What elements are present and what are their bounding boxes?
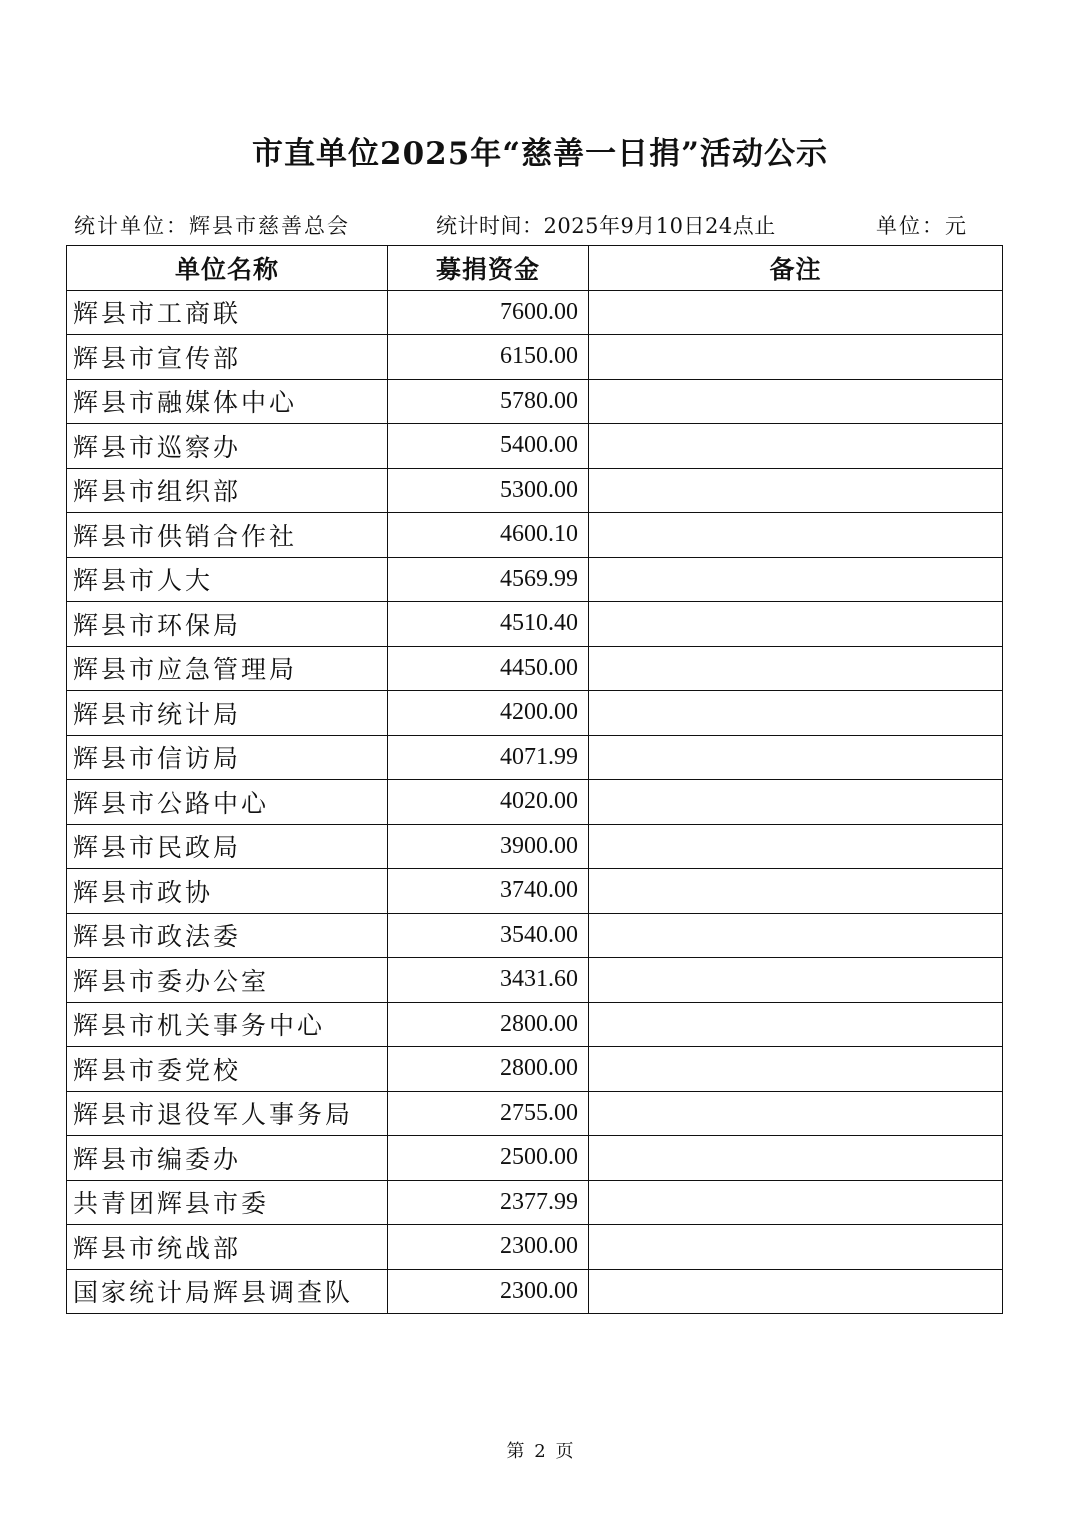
unit-name-cell: 辉县市环保局 [67, 602, 388, 647]
table-row [67, 646, 1003, 691]
currency-unit-label: 单位：元 [876, 214, 968, 238]
note-cell [589, 824, 1003, 869]
unit-name-cell: 辉县市统战部 [67, 1225, 388, 1270]
note-cell [589, 869, 1003, 914]
amount-cell: 3740.00 [388, 869, 589, 914]
unit-name-cell: 辉县市应急管理局 [67, 646, 388, 691]
amount-cell: 2300.00 [388, 1225, 589, 1270]
table-row [67, 824, 1003, 869]
note-cell [589, 1047, 1003, 1092]
page-number: 第 2 页 [506, 1441, 574, 1462]
unit-name-cell: 辉县市民政局 [67, 824, 388, 869]
table-row [67, 735, 1003, 780]
amount-cell: 7600.00 [388, 290, 589, 335]
note-cell [589, 780, 1003, 825]
note-cell [589, 335, 1003, 380]
table-header-row [67, 246, 1003, 291]
note-cell [589, 602, 1003, 647]
table-row [67, 379, 1003, 424]
table-row [67, 1225, 1003, 1270]
table-row [67, 424, 1003, 469]
table-row [67, 869, 1003, 914]
table-row [67, 1136, 1003, 1181]
amount-cell: 3900.00 [388, 824, 589, 869]
note-cell [589, 913, 1003, 958]
donation-table [66, 245, 1003, 1314]
amount-cell: 2300.00 [388, 1269, 589, 1314]
column-header-amount: 募捐资金 [388, 246, 589, 291]
column-header-unit-name: 单位名称 [67, 246, 388, 291]
amount-cell: 4569.99 [388, 557, 589, 602]
unit-name-cell: 辉县市宣传部 [67, 335, 388, 380]
note-cell [589, 1091, 1003, 1136]
note-cell [589, 691, 1003, 736]
amount-cell: 5300.00 [388, 468, 589, 513]
document-title: 市直单位2025年“慈善一日捐”活动公示 [252, 136, 828, 172]
unit-name-cell: 辉县市融媒体中心 [67, 379, 388, 424]
unit-name-cell: 辉县市政法委 [67, 913, 388, 958]
table-row [67, 1091, 1003, 1136]
unit-name-cell: 共青团辉县市委 [67, 1180, 388, 1225]
unit-name-cell: 国家统计局辉县调查队 [67, 1269, 388, 1314]
note-cell [589, 1180, 1003, 1225]
unit-name-cell: 辉县市退役军人事务局 [67, 1091, 388, 1136]
table-body [67, 290, 1003, 1314]
note-cell [589, 735, 1003, 780]
table-row [67, 290, 1003, 335]
table-row [67, 335, 1003, 380]
unit-name-cell: 辉县市供销合作社 [67, 513, 388, 558]
amount-cell: 6150.00 [388, 335, 589, 380]
amount-cell: 3431.60 [388, 958, 589, 1003]
amount-cell: 4450.00 [388, 646, 589, 691]
unit-name-cell: 辉县市编委办 [67, 1136, 388, 1181]
note-cell [589, 379, 1003, 424]
statistics-unit-label: 统计单位：辉县市慈善总会 [74, 214, 350, 238]
note-cell [589, 424, 1003, 469]
table-row [67, 468, 1003, 513]
amount-cell: 4600.10 [388, 513, 589, 558]
table-row [67, 557, 1003, 602]
table-row [67, 958, 1003, 1003]
unit-name-cell: 辉县市机关事务中心 [67, 1002, 388, 1047]
statistics-time-label: 统计时间：2025年9月10日24点止 [436, 214, 776, 238]
unit-name-cell: 辉县市巡察办 [67, 424, 388, 469]
note-cell [589, 290, 1003, 335]
unit-name-cell: 辉县市委党校 [67, 1047, 388, 1092]
amount-cell: 4071.99 [388, 735, 589, 780]
table-row [67, 513, 1003, 558]
table-row [67, 780, 1003, 825]
note-cell [589, 958, 1003, 1003]
table-row [67, 913, 1003, 958]
amount-cell: 3540.00 [388, 913, 589, 958]
amount-cell: 2500.00 [388, 1136, 589, 1181]
unit-name-cell: 辉县市政协 [67, 869, 388, 914]
note-cell [589, 1136, 1003, 1181]
unit-name-cell: 辉县市公路中心 [67, 780, 388, 825]
column-header-note: 备注 [589, 246, 1003, 291]
amount-cell: 2755.00 [388, 1091, 589, 1136]
table-row [67, 691, 1003, 736]
amount-cell: 4200.00 [388, 691, 589, 736]
table-row [67, 1047, 1003, 1092]
unit-name-cell: 辉县市人大 [67, 557, 388, 602]
amount-cell: 5780.00 [388, 379, 589, 424]
amount-cell: 4020.00 [388, 780, 589, 825]
note-cell [589, 646, 1003, 691]
unit-name-cell: 辉县市信访局 [67, 735, 388, 780]
unit-name-cell: 辉县市委办公室 [67, 958, 388, 1003]
unit-name-cell: 辉县市统计局 [67, 691, 388, 736]
note-cell [589, 1002, 1003, 1047]
amount-cell: 2800.00 [388, 1002, 589, 1047]
note-cell [589, 468, 1003, 513]
note-cell [589, 557, 1003, 602]
unit-name-cell: 辉县市组织部 [67, 468, 388, 513]
note-cell [589, 1269, 1003, 1314]
table-row [67, 1180, 1003, 1225]
table-row [67, 1269, 1003, 1314]
amount-cell: 2377.99 [388, 1180, 589, 1225]
amount-cell: 5400.00 [388, 424, 589, 469]
note-cell [589, 1225, 1003, 1270]
amount-cell: 2800.00 [388, 1047, 589, 1092]
note-cell [589, 513, 1003, 558]
unit-name-cell: 辉县市工商联 [67, 290, 388, 335]
amount-cell: 4510.40 [388, 602, 589, 647]
table-row [67, 602, 1003, 647]
table-row [67, 1002, 1003, 1047]
